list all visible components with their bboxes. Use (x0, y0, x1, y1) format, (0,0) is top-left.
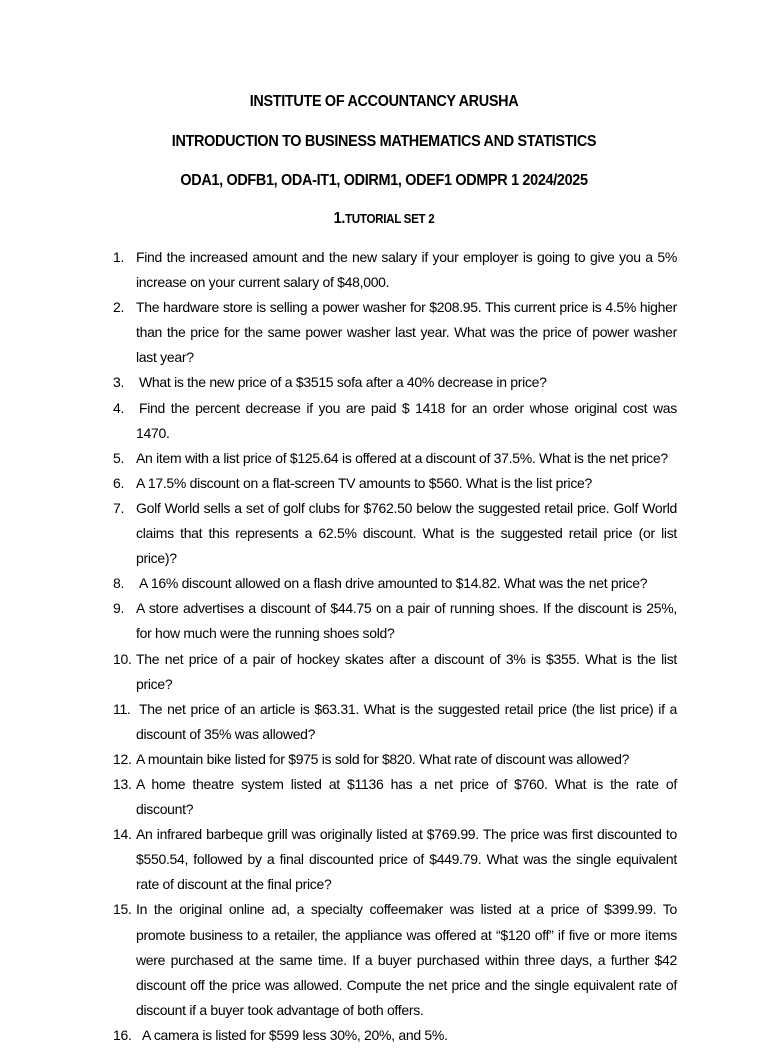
question-item (0, 571, 677, 596)
question-number: 15. (113, 901, 132, 918)
question-item (0, 1023, 677, 1048)
question-text: The hardware store is selling a power washer for $208.95. This current price is 4.5% higher than the price for the same power washer last year. What was the price of power washer last year? (136, 299, 677, 366)
tutorial-number: 1. (333, 210, 346, 227)
question-text: Golf World sells a set of golf clubs for $762.50 below the suggested retail price. Golf World claims that this represents a 62.5% discount. What is the suggested retail price (or list price)? (136, 499, 677, 567)
course-heading: INTRODUCTION TO BUSINESS MATHEMATICS AND STATISTICS (171, 133, 597, 150)
question-list (0, 245, 768, 1048)
question-item (0, 370, 677, 395)
question-number: 6. (113, 474, 125, 491)
question-text: A mountain bike listed for $975 is sold for $820. What rate of discount was allowed? (136, 750, 630, 767)
question-number: 11. (113, 700, 131, 717)
question-item (0, 647, 677, 697)
tutorial-title: TUTORIAL SET 2 (345, 212, 435, 226)
question-number: 2. (113, 299, 125, 316)
question-item (0, 295, 677, 370)
question-number: 4. (113, 399, 125, 416)
question-item (0, 897, 677, 1022)
question-number: 7. (113, 499, 125, 516)
question-item (0, 471, 677, 496)
question-item (0, 822, 677, 897)
question-number: 13. (113, 775, 132, 792)
programs-heading: ODA1, ODFB1, ODA-IT1, ODIRM1, ODEF1 ODMPR 1 2024/2025 (180, 172, 588, 189)
question-text: A camera is listed for $599 less 30%, 20%, and 5%. (142, 1026, 448, 1043)
question-number: 1. (113, 249, 125, 265)
question-text: An infrared barbeque grill was originally listed at $769.99. The price was first discounted to $550.54, followed by a final discounted price of $449.79. What was the single equivalent rate of discount at the final price? (136, 826, 677, 893)
question-item (0, 245, 677, 295)
question-number: 10. (113, 650, 132, 667)
question-item (0, 396, 677, 446)
question-item (0, 596, 677, 646)
question-text: A home theatre system listed at $1136 has a net price of $760. What is the rate of discount? (136, 775, 677, 818)
question-text: A 16% discount allowed on a flash drive amounted to $14.82. What was the net price? (139, 575, 648, 592)
question-number: 14. (113, 826, 132, 843)
question-text: Find the percent decrease if you are paid $ 1418 for an order whose original cost was 1470. (136, 399, 677, 441)
question-item (0, 446, 677, 471)
question-text: In the original online ad, a specialty coffeemaker was listed at a price of $399.99. To promote business to a retailer, the appliance was offered at “$120 off” if five or more items were purchased at the same time. If a buyer purchased within three days, a further $42 discount off the price was allowed. Compute the net price and the single equivalent rate of discount if a buyer took advantage of both offers. (136, 901, 677, 1018)
question-text: Find the increased amount and the new salary if your employer is going to give you a 5% increase on your current salary of $48,000. (136, 249, 677, 291)
question-text: A 17.5% discount on a flat-screen TV amounts to $560. What is the list price? (136, 474, 593, 491)
institute-heading: INSTITUTE OF ACCOUNTANCY ARUSHA (249, 93, 519, 110)
question-item (0, 496, 677, 571)
question-number: 3. (113, 374, 125, 391)
question-number: 9. (113, 600, 125, 617)
question-item (0, 747, 677, 772)
question-number: 5. (113, 449, 125, 466)
question-text: The net price of a pair of hockey skates after a discount of 3% is $355. What is the list price? (136, 650, 677, 692)
question-number: 16. (113, 1026, 132, 1043)
question-item (0, 697, 677, 747)
question-text: An item with a list price of $125.64 is offered at a discount of 37.5%. What is the net price? (136, 449, 668, 466)
question-text: The net price of an article is $63.31. What is the suggested retail price (the list price) if a discount of 35% was allowed? (136, 700, 677, 742)
question-number: 12. (113, 750, 132, 767)
question-text: What is the new price of a $3515 sofa after a 40% decrease in price? (139, 374, 547, 391)
tutorial-heading (27, 210, 741, 228)
question-text: A store advertises a discount of $44.75 on a pair of running shoes. If the discount is 25%, for how much were the running shoes sold? (136, 600, 677, 642)
question-number: 8. (113, 575, 125, 592)
question-item (0, 772, 677, 822)
